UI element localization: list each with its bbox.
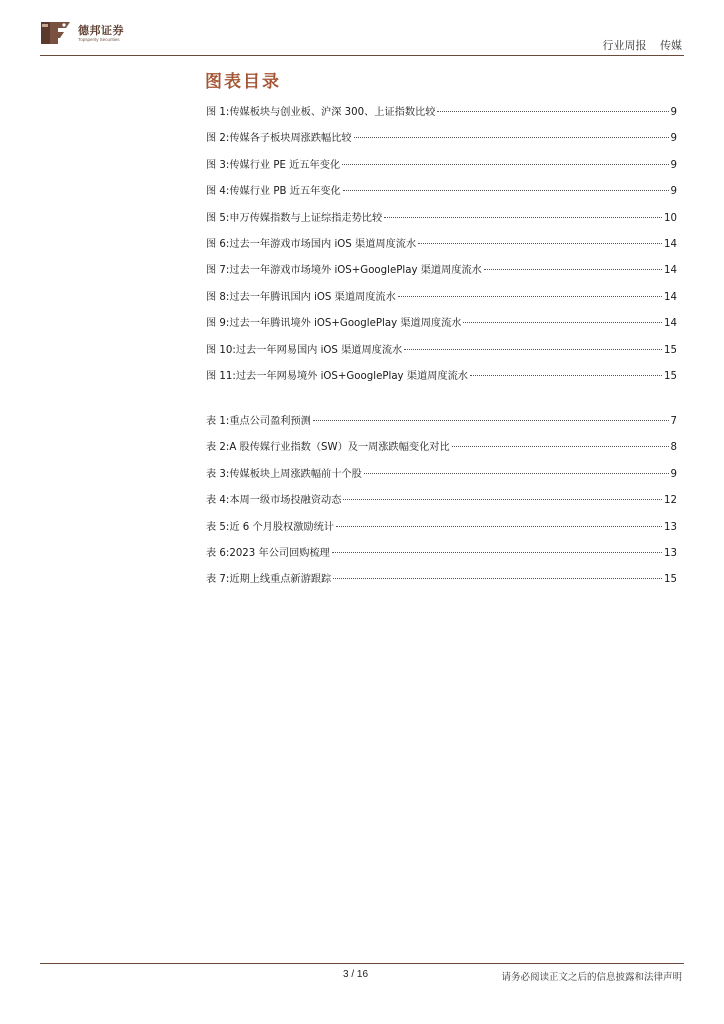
dot-leader [313, 420, 669, 421]
table-entry-text: 2023 年公司回购梳理 [229, 547, 330, 559]
dot-leader [404, 349, 662, 350]
table-entry-text: 重点公司盈利预测 [229, 416, 311, 427]
table-entry-title [206, 519, 334, 537]
table-entry[interactable] [206, 571, 677, 597]
table-entry-label: 表 2: [206, 442, 230, 454]
figure-entry-label: 图 4: [206, 186, 230, 198]
figure-entry[interactable] [206, 289, 677, 315]
footer-disclaimer: 请务必阅读正文之后的信息披露和法律声明 [501, 972, 682, 983]
figure-entry[interactable] [206, 315, 677, 341]
figure-entry-page: 9 [670, 107, 677, 118]
table-entry-text: A 股传媒行业指数（SW）及一周涨跌幅变化对比 [229, 442, 450, 454]
figure-entry[interactable] [206, 262, 677, 288]
table-entry[interactable] [206, 545, 677, 571]
table-entry-label: 表 7: [206, 574, 230, 586]
table-entry-label: 表 5: [206, 521, 230, 533]
figure-entry-title [206, 236, 416, 254]
figure-entry-label: 图 9: [206, 318, 230, 330]
section-title: 图表目录 [205, 72, 281, 92]
dot-leader [336, 526, 662, 527]
figure-entry-title [206, 262, 482, 280]
dot-leader [398, 296, 662, 297]
table-entry[interactable] [206, 413, 677, 439]
figure-entry-text: 传媒行业 PE 近五年变化 [229, 159, 341, 171]
figure-list [206, 104, 677, 394]
table-entry-text: 本周一级市场投融资动态 [229, 495, 342, 507]
figure-entry[interactable] [206, 130, 677, 156]
footer-divider [40, 963, 684, 964]
figure-entry-title [206, 315, 461, 333]
figure-entry-text: 过去一年游戏市场国内 iOS 渠道周度流水 [229, 238, 417, 250]
figure-entry-title [206, 368, 468, 386]
table-entry-page: 9 [670, 468, 677, 480]
figure-entry-title [206, 342, 402, 360]
figure-entry-page: 14 [664, 318, 677, 330]
figure-entry-page: 9 [670, 133, 677, 145]
table-entry-page: 8 [670, 442, 677, 454]
figure-entry-text: 传媒板块与创业板、沪深 300、上证指数比较 [229, 107, 436, 118]
figure-entry-label: 图 7: [206, 265, 230, 277]
dot-leader [470, 375, 662, 376]
figure-entry-label: 图 2: [206, 133, 230, 145]
logo-name-en: Topsperity Securities [78, 37, 120, 42]
dot-leader [484, 269, 662, 270]
table-entry-title [206, 413, 311, 431]
figure-entry-label: 图 10: [206, 344, 236, 356]
table-entry-title [206, 439, 450, 457]
table-entry[interactable] [206, 466, 677, 492]
table-entry-label: 表 4: [206, 495, 230, 507]
dot-leader [332, 552, 662, 553]
table-entry-label: 表 6: [206, 547, 230, 559]
table-list [206, 413, 677, 598]
dragon-logo-icon [40, 18, 74, 48]
table-entry[interactable] [206, 439, 677, 465]
header-divider [40, 55, 684, 56]
figure-entry-text: 过去一年腾讯境外 iOS+GooglePlay 渠道周度流水 [229, 318, 462, 330]
table-entry-title [206, 466, 362, 484]
figure-entry-label: 图 6: [206, 238, 230, 250]
figure-entry-page: 14 [664, 265, 677, 277]
dot-leader [437, 111, 668, 112]
figure-entry[interactable] [206, 104, 677, 130]
figure-entry[interactable] [206, 342, 677, 368]
sector-name: 传媒 [660, 39, 682, 52]
dot-leader [364, 473, 669, 474]
logo-name-cn: 德邦证券 [78, 24, 124, 37]
figure-entry-title [206, 183, 341, 201]
figure-entry-page: 14 [664, 291, 677, 303]
table-entry[interactable] [206, 492, 677, 518]
figure-entry-page: 9 [670, 186, 677, 198]
figure-entry-text: 申万传媒指数与上证综指走势比较 [229, 212, 383, 224]
figure-entry-page: 10 [664, 212, 677, 224]
table-entry-text: 近 6 个月股权激励统计 [229, 521, 334, 533]
figure-entry-text: 过去一年网易境外 iOS+GooglePlay 渠道周度流水 [235, 370, 468, 382]
table-entry-text: 近期上线重点新游跟踪 [229, 574, 332, 586]
figure-entry-title [206, 210, 382, 228]
figure-entry-label: 图 1: [206, 107, 230, 118]
figure-entry-text: 过去一年网易国内 iOS 渠道周度流水 [235, 344, 403, 356]
table-entry-label: 表 1: [206, 416, 230, 427]
figure-entry-page: 15 [664, 370, 677, 382]
figure-entry-page: 9 [670, 159, 677, 171]
table-entry-title [206, 571, 331, 589]
figure-entry-title [206, 104, 435, 122]
table-entry-page: 15 [664, 574, 677, 586]
figure-entry[interactable] [206, 210, 677, 236]
figure-entry[interactable] [206, 236, 677, 262]
figure-entry[interactable] [206, 157, 677, 183]
table-entry-page: 13 [664, 521, 677, 533]
figure-entry-label: 图 5: [206, 212, 230, 224]
dot-leader [333, 578, 662, 579]
table-entry-title [206, 492, 341, 510]
figure-entry[interactable] [206, 368, 677, 394]
dot-leader [418, 243, 662, 244]
figure-entry[interactable] [206, 183, 677, 209]
dot-leader [342, 164, 668, 165]
table-entry-title [206, 545, 330, 563]
figure-entry-text: 过去一年游戏市场境外 iOS+GooglePlay 渠道周度流水 [229, 265, 482, 277]
report-type: 行业周报 [602, 39, 647, 52]
table-entry-page: 12 [664, 495, 677, 507]
figure-entry-text: 过去一年腾讯国内 iOS 渠道周度流水 [229, 291, 396, 303]
table-entry-text: 传媒板块上周涨跌幅前十个股 [229, 468, 362, 480]
table-entry-page: 13 [664, 547, 677, 559]
report-header-tags [593, 37, 683, 53]
figure-entry-label: 图 3: [206, 159, 230, 171]
table-entry[interactable] [206, 519, 677, 545]
table-entry-label: 表 3: [206, 468, 230, 480]
figure-entry-title [206, 130, 352, 148]
figure-entry-title [206, 157, 340, 175]
dot-leader [452, 446, 669, 447]
dot-leader [343, 499, 662, 500]
figure-entry-label: 图 8: [206, 291, 230, 303]
figure-entry-label: 图 11: [206, 370, 236, 382]
table-entry-page: 7 [670, 416, 677, 427]
page-number: 3 / 16 [343, 969, 369, 980]
figure-entry-page: 14 [664, 238, 677, 250]
dot-leader [354, 137, 669, 138]
dot-leader [343, 190, 669, 191]
figure-entry-title [206, 289, 396, 307]
dot-leader [463, 322, 662, 323]
figure-entry-text: 传媒行业 PB 近五年变化 [229, 186, 341, 198]
company-logo [40, 18, 170, 48]
figure-entry-text: 传媒各子板块周涨跌幅比较 [229, 133, 352, 145]
figure-entry-page: 15 [664, 344, 677, 356]
dot-leader [384, 217, 662, 218]
